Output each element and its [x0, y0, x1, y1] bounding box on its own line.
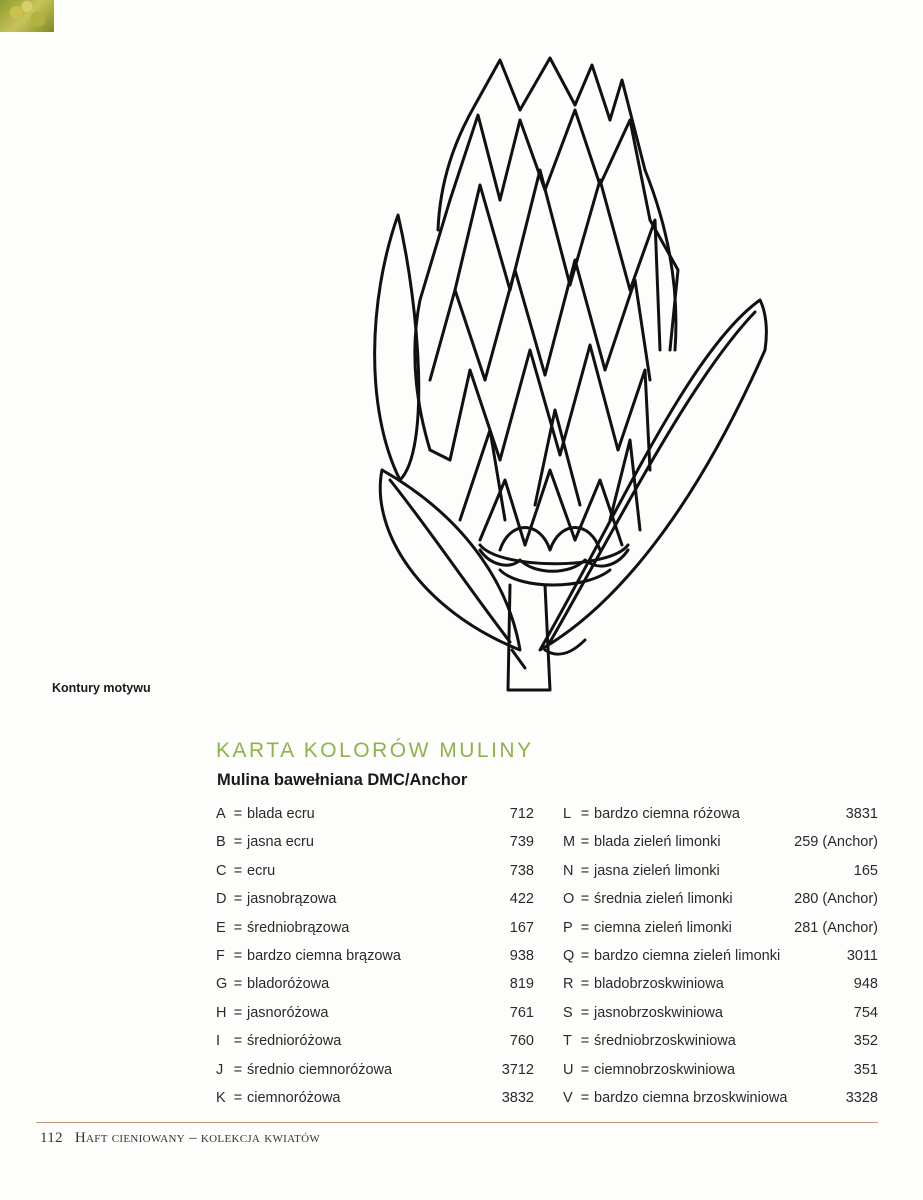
color-list-item: [563, 914, 878, 942]
color-name: jasna zieleń limonki: [594, 862, 720, 879]
color-letter: L: [563, 806, 572, 822]
color-list-item: [216, 1084, 534, 1112]
color-code: 3328: [845, 1089, 878, 1106]
equals-sign: =: [580, 834, 590, 851]
color-list-item: [563, 1084, 878, 1112]
equals-sign: =: [580, 1089, 590, 1106]
color-name: średniobrzoskwiniowa: [594, 1033, 736, 1050]
color-letter: S: [563, 1004, 573, 1021]
color-code: 351: [853, 1061, 878, 1078]
color-code: 760: [509, 1033, 534, 1050]
color-code: 167: [509, 919, 534, 936]
color-code: 280 (Anchor): [794, 891, 878, 908]
color-list-item: [563, 1056, 878, 1084]
color-code: 819: [509, 976, 534, 993]
equals-sign: =: [580, 862, 590, 879]
color-name: ecru: [247, 862, 276, 879]
color-list-item: [563, 942, 878, 970]
color-chart-subtitle: Mulina bawełniana DMC/Anchor: [217, 771, 468, 789]
color-letter: G: [216, 976, 228, 993]
equals-sign: =: [580, 976, 590, 993]
color-name: bladoróżowa: [247, 976, 330, 993]
color-name: bardzo ciemna brązowa: [247, 947, 401, 964]
color-name: bardzo ciemna różowa: [594, 806, 740, 822]
color-name: średniobrązowa: [247, 919, 350, 936]
equals-sign: =: [233, 976, 243, 993]
color-name: bladobrzoskwiniowa: [594, 976, 724, 993]
color-letter: N: [563, 862, 574, 879]
color-list-item: [216, 1027, 534, 1055]
color-list-item: [216, 942, 534, 970]
color-code: 754: [853, 1004, 878, 1021]
color-letter: T: [563, 1033, 572, 1050]
color-name: średnioróżowa: [247, 1033, 342, 1050]
equals-sign: =: [580, 806, 590, 822]
color-code: 738: [509, 862, 534, 879]
color-list-item: [216, 914, 534, 942]
color-name: blada ecru: [247, 806, 315, 822]
color-name: średnia zieleń limonki: [594, 891, 733, 908]
color-list-item: [216, 1056, 534, 1084]
protea-outline-drawing: [360, 50, 780, 700]
equals-sign: =: [233, 1004, 243, 1021]
color-list-item: [563, 970, 878, 998]
color-chart-title: KARTA KOLORÓW MULINY: [216, 739, 534, 762]
figure-caption: Kontury motywu: [52, 681, 151, 695]
color-code: 938: [509, 947, 534, 964]
color-code: 948: [853, 976, 878, 993]
color-list-item: [216, 885, 534, 913]
color-letter: D: [216, 891, 227, 908]
color-list-item: [563, 1027, 878, 1055]
color-letter: M: [563, 834, 576, 851]
color-code: 259 (Anchor): [794, 834, 878, 851]
color-code: 422: [509, 891, 534, 908]
color-list-item: [216, 999, 534, 1027]
color-letter: J: [216, 1061, 224, 1078]
equals-sign: =: [233, 834, 243, 851]
color-list-item: [563, 885, 878, 913]
book-title: Haft cieniowany – kolekcja kwiatów: [74, 1130, 321, 1146]
color-name: średnio ciemnoróżowa: [247, 1061, 393, 1078]
color-list-left: [216, 800, 534, 1112]
equals-sign: =: [233, 806, 243, 822]
color-code: 352: [853, 1033, 878, 1050]
color-code: 3011: [846, 947, 878, 964]
equals-sign: =: [233, 1033, 243, 1050]
color-letter: E: [216, 919, 226, 936]
color-code: 165: [853, 862, 878, 879]
color-list-right: [563, 800, 878, 1112]
color-letter: P: [563, 919, 573, 936]
color-list-item: [563, 857, 878, 885]
color-letter: U: [563, 1061, 574, 1078]
color-name: ciemnoróżowa: [247, 1089, 341, 1106]
color-list-item: [563, 800, 878, 828]
page-footer: [40, 1130, 320, 1147]
color-letter: O: [563, 891, 575, 908]
equals-sign: =: [580, 1061, 590, 1078]
color-letter: I: [216, 1033, 221, 1050]
equals-sign: =: [233, 891, 243, 908]
color-code: 3831: [845, 806, 878, 822]
equals-sign: =: [233, 919, 243, 936]
color-letter: F: [216, 947, 225, 964]
page-number: 112: [40, 1130, 63, 1146]
color-letter: V: [563, 1089, 573, 1106]
color-name: blada zieleń limonki: [594, 834, 721, 851]
color-letter: B: [216, 834, 226, 851]
color-letter: R: [563, 976, 574, 993]
color-list-item: [563, 999, 878, 1027]
color-name: ciemna zieleń limonki: [594, 919, 732, 936]
color-name: jasna ecru: [247, 834, 314, 851]
color-list-item: [216, 970, 534, 998]
color-list-item: [563, 828, 878, 856]
equals-sign: =: [233, 947, 243, 964]
color-name: ciemnobrzoskwiniowa: [594, 1061, 736, 1078]
color-code: 761: [509, 1004, 534, 1021]
color-name: jasnobrzoskwiniowa: [594, 1004, 723, 1021]
equals-sign: =: [580, 1004, 590, 1021]
color-list-item: [216, 800, 534, 828]
equals-sign: =: [233, 862, 243, 879]
color-code: 712: [509, 806, 534, 822]
color-name: bardzo ciemna zieleń limonki: [594, 947, 781, 964]
color-code: 3712: [501, 1061, 534, 1078]
corner-thumbnail-image: [0, 0, 54, 32]
color-letter: Q: [563, 947, 575, 964]
color-name: jasnobrązowa: [247, 891, 337, 908]
equals-sign: =: [580, 891, 590, 908]
color-name: jasnoróżowa: [247, 1004, 329, 1021]
color-letter: C: [216, 862, 227, 879]
color-code: 281 (Anchor): [794, 919, 878, 936]
footer-rule: [36, 1122, 878, 1123]
color-letter: A: [216, 806, 226, 822]
equals-sign: =: [233, 1089, 243, 1106]
equals-sign: =: [233, 1061, 243, 1078]
equals-sign: =: [580, 1033, 590, 1050]
color-name: bardzo ciemna brzoskwiniowa: [594, 1089, 788, 1106]
equals-sign: =: [580, 947, 590, 964]
color-letter: H: [216, 1004, 227, 1021]
equals-sign: =: [580, 919, 590, 936]
color-code: 739: [509, 834, 534, 851]
color-code: 3832: [501, 1089, 534, 1106]
color-list-item: [216, 828, 534, 856]
color-letter: K: [216, 1089, 226, 1106]
color-list-item: [216, 857, 534, 885]
